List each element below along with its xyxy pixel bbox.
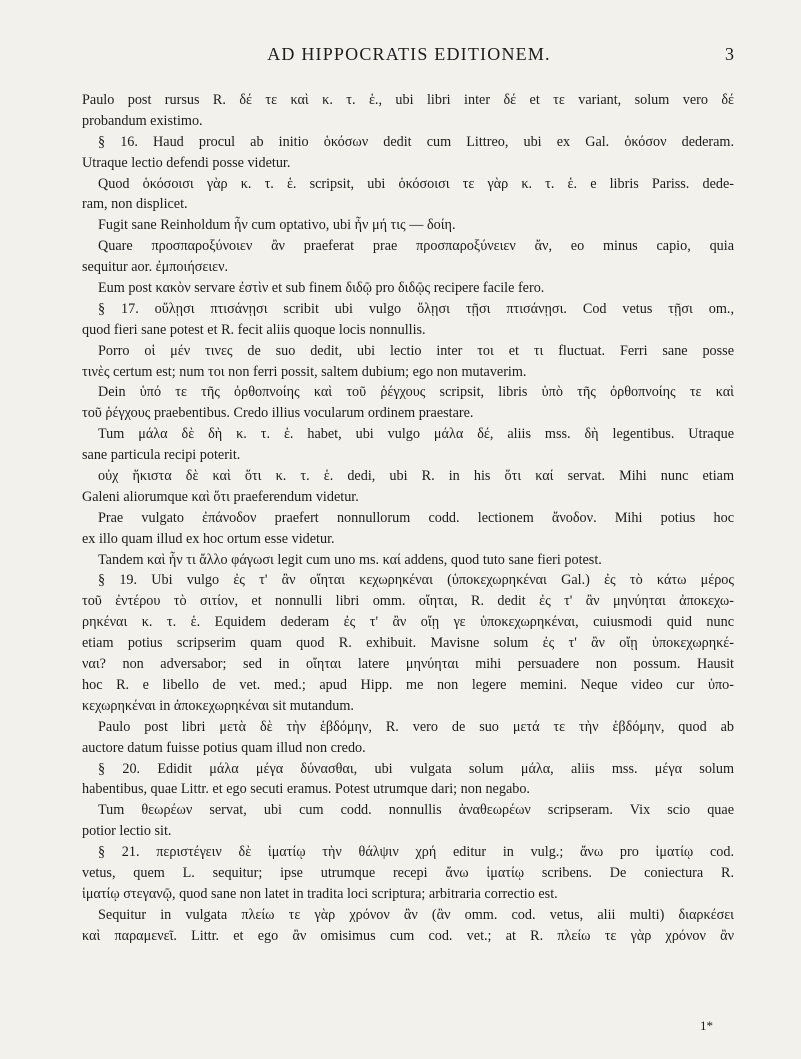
text-line: potior lectio sit. (82, 823, 172, 840)
text-line: etiam potius scripserim quam quod R. exhibuit. Mavisne solum ἐς τ' ἂν οἴῃ ὑποκεχωρηκέ- (82, 635, 734, 652)
text-line: Porro οἱ μέν τινες de suo dedit, ubi lectio inter τοι et τι fluctuat. Ferri sane posse (98, 342, 734, 359)
text-line: οὐχ ἥκιστα δὲ καὶ ὅτι κ. τ. ἑ. dedi, ubi R. in his ὅτι καί servat. Mihi nunc etiam (98, 468, 734, 485)
text-line: ρηκέναι κ. τ. ἑ. Equidem dederam ἐς τ' ἂν οἴῃ γε ὑποκεχωρηκέναι, cuiusmodi quid nunc (82, 614, 734, 631)
text-line: Sequitur in vulgata πλείω τε γὰρ χρόνον ἂν (ἂν omm. cod. vetus, alii multi) διαρκέσει (98, 906, 734, 923)
text-line: ex illo quam illud ex hoc ortum esse videtur. (82, 530, 335, 547)
text-line: καὶ παραμενεῖ. Littr. et ego ἂν omisimus cum cod. vet.; at R. πλείω τε γὰρ χρόνον ἂν (82, 927, 734, 944)
text-line: ram, non displicet. (82, 196, 188, 213)
text-line: vetus, quem L. sequitur; ipse utrumque recepi ἄνω ἱματίῳ scribens. De coniectura R. (82, 864, 734, 881)
text-line: Tum μάλα δὲ δὴ κ. τ. ἑ. habet, ubi vulgo μάλα δέ, aliis mss. δὴ legentibus. Utraque (98, 426, 734, 443)
text-line: τοῦ ἐντέρου τὸ σιτίον, et nonnulli libri omm. οἴηται, R. dedit ἐς τ' ἂν μηνύηται ἀποκεχω- (82, 593, 734, 610)
text-line: Utraque lectio defendi posse videtur. (82, 154, 291, 171)
text-line: Paulo post libri μετὰ δὲ τὴν ἑβδόμην, R. vero de suo μετά τε τὴν ἑβδόμην, quod ab (98, 718, 734, 735)
text-line: τοῦ ῥέγχους praebentibus. Credo illius vocularum ordinem praestare. (82, 405, 474, 422)
text-line: ναι? non adversabor; sed in οἴηται latere μηνύηται mihi persuadere non possum. Hausit (82, 656, 734, 673)
text-line: § 20. Edidit μάλα μέγα δύνασθαι, ubi vulgata solum μάλα, aliis mss. μέγα solum (98, 760, 734, 777)
text-line: § 16. Haud procul ab initio ὁκόσων dedit cum Littreo, ubi ex Gal. ὁκόσον dederam. (98, 133, 734, 150)
running-header (84, 44, 734, 68)
text-line: § 17. οὔλῃσι πτισάνῃσι scribit ubi vulgo ὅλῃσι τῇσι πτισάνῃσι. Cod vetus τῇσι om., (98, 300, 734, 317)
text-line: hoc R. e libello de vet. med.; apud Hipp. me non legere memini. Neque video cur ὑπο- (82, 676, 734, 693)
text-line: Paulo post rursus R. δέ τε καὶ κ. τ. ἑ., ubi libri inter δέ et τε variant, solum vero δέ (82, 92, 734, 108)
text-line: quod fieri sane potest et R. fecit aliis quoque locis nonnullis. (82, 321, 426, 338)
text-line: habentibus, quae Littr. et ego secuti eramus. Potest utrumque dari; non negabo. (82, 781, 530, 798)
text-line: Tandem καὶ ἦν τι ἄλλο φάγωσι legit cum uno ms. καί addens, quod tuto sane fieri potest. (98, 551, 602, 568)
text-line: Dein ὑπό τε τῆς ὀρθοπνοίης καὶ τοῦ ῥέγχους scripsit, libris ὑπὸ τῆς ὀρθοπνοίης τε καὶ (98, 384, 734, 401)
page-number: 3 (725, 44, 734, 64)
text-line: sane particula recipi poterit. (82, 447, 241, 464)
text-line: sequitur aor. ἐμποιήσειεν. (82, 259, 229, 276)
signature-mark: 1* (700, 1018, 713, 1033)
body-text (82, 90, 734, 947)
text-line: κεχωρηκέναι in ἀποκεχωρηκέναι sit mutandum. (82, 697, 354, 714)
text-line: auctore datum fuisse potius quam illud non credo. (82, 739, 366, 756)
text-line: § 21. περιστέγειν δὲ ἱματίῳ τὴν θάλψιν χρή editur in vulg.; ἄνω pro ἱματίῳ cod. (98, 844, 734, 861)
running-title: AD HIPPOCRATIS EDITIONEM. (267, 44, 551, 64)
text-line: τινὲς certum est; num τοι non ferri possit, saltem dubium; ego non mutaverim. (82, 363, 527, 380)
text-line: Quod ὁκόσοισι γὰρ κ. τ. ἑ. scripsit, ubi ὁκόσοισι τε γὰρ κ. τ. ἑ. e libris Pariss. dede- (98, 175, 734, 192)
text-line: Galeni aliorumque καὶ ὅτι praeferendum videtur. (82, 488, 359, 505)
text-line: ἱματίῳ στεγανῷ, quod sane non latet in tradita loci scriptura; arbitraria correctio est. (82, 885, 558, 902)
text-line: probandum existimo. (82, 112, 203, 129)
text-line: Eum post κακὸν servare ἐστὶν et sub finem διδῷ pro διδῷς recipere facile fero. (98, 280, 545, 297)
text-line: Quare προσπαροξύνοιεν ἂν praeferat prae προσπαροξύνειεν ἄν, eo minus capio, quia (98, 238, 734, 255)
text-line: Prae vulgato ἐπάνοδον praefert nonnullorum codd. lectionem ἄνοδον. Mihi potius hoc (98, 509, 734, 526)
text-line: Tum θεωρέων servat, ubi cum codd. nonnullis ἀναθεωρέων scripseram. Vix scio quae (98, 802, 734, 819)
text-line: Fugit sane Reinholdum ἦν cum optativo, ubi ἦν μή τις — δοίη. (98, 217, 456, 234)
text-line: § 19. Ubi vulgo ἐς τ' ἂν οἴηται κεχωρηκέναι (ὑποκεχωρηκέναι Gal.) ἐς τὸ κάτω μέρος (98, 572, 734, 589)
